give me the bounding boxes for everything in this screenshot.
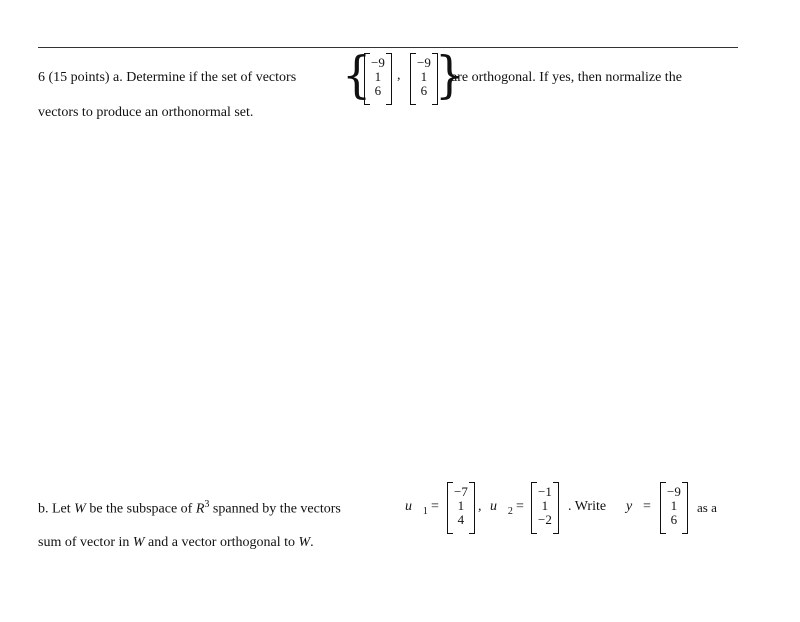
write-text: . Write xyxy=(568,499,607,514)
vector-1-entry-1: −9 xyxy=(371,55,385,70)
u2-equals: = xyxy=(516,499,524,514)
u2-entry-2: 1 xyxy=(541,498,549,513)
problem-6a-after: are orthogonal. If yes, then normalize the xyxy=(451,70,682,85)
vector-2-entry-3: 6 xyxy=(420,83,428,98)
vector-1-entry-2: 1 xyxy=(374,69,382,84)
vector-1 xyxy=(364,53,392,105)
problem-6a-line2: vectors to produce an orthonormal set. xyxy=(38,105,254,120)
y-entry-2: 1 xyxy=(670,498,678,513)
vector-y xyxy=(660,482,688,534)
u1-entry-3: 4 xyxy=(457,512,465,527)
partb-line2: sum of vector in W and a vector orthogonal to W. xyxy=(38,535,314,550)
vector-u1 xyxy=(447,482,475,534)
top-rule xyxy=(38,47,738,48)
partb-intro: b. Let W be the subspace of $R^3$ spanned by the vectors xyxy=(38,499,341,517)
vector-2-entry-2: 1 xyxy=(420,69,428,84)
u1-equals: = xyxy=(431,499,439,514)
u2-entry-3: −2 xyxy=(538,512,552,527)
vector-u2 xyxy=(531,482,559,534)
y-label: y⃗ xyxy=(626,499,644,514)
vector-separator-comma: , xyxy=(397,68,401,83)
left-brace: { xyxy=(342,45,372,104)
as-a-text: as a xyxy=(697,500,717,515)
y-entry-3: 6 xyxy=(670,512,678,527)
u1-comma: , xyxy=(478,499,482,514)
y-entry-1: −9 xyxy=(667,484,681,499)
u1-entry-2: 1 xyxy=(457,498,465,513)
vector-2-entry-1: −9 xyxy=(417,55,431,70)
u1-label: $u⃗_1$ xyxy=(405,499,428,517)
vector-1-entry-3: 6 xyxy=(374,83,382,98)
right-brace: } xyxy=(435,45,465,104)
y-equals: = xyxy=(643,499,651,514)
vector-2 xyxy=(410,53,438,105)
u2-label: $u⃗_2$ xyxy=(490,499,513,517)
u2-entry-1: −1 xyxy=(538,484,552,499)
problem-6a-intro: 6 (15 points) a. Determine if the set of vectors xyxy=(38,70,297,85)
u1-entry-1: −7 xyxy=(454,484,468,499)
